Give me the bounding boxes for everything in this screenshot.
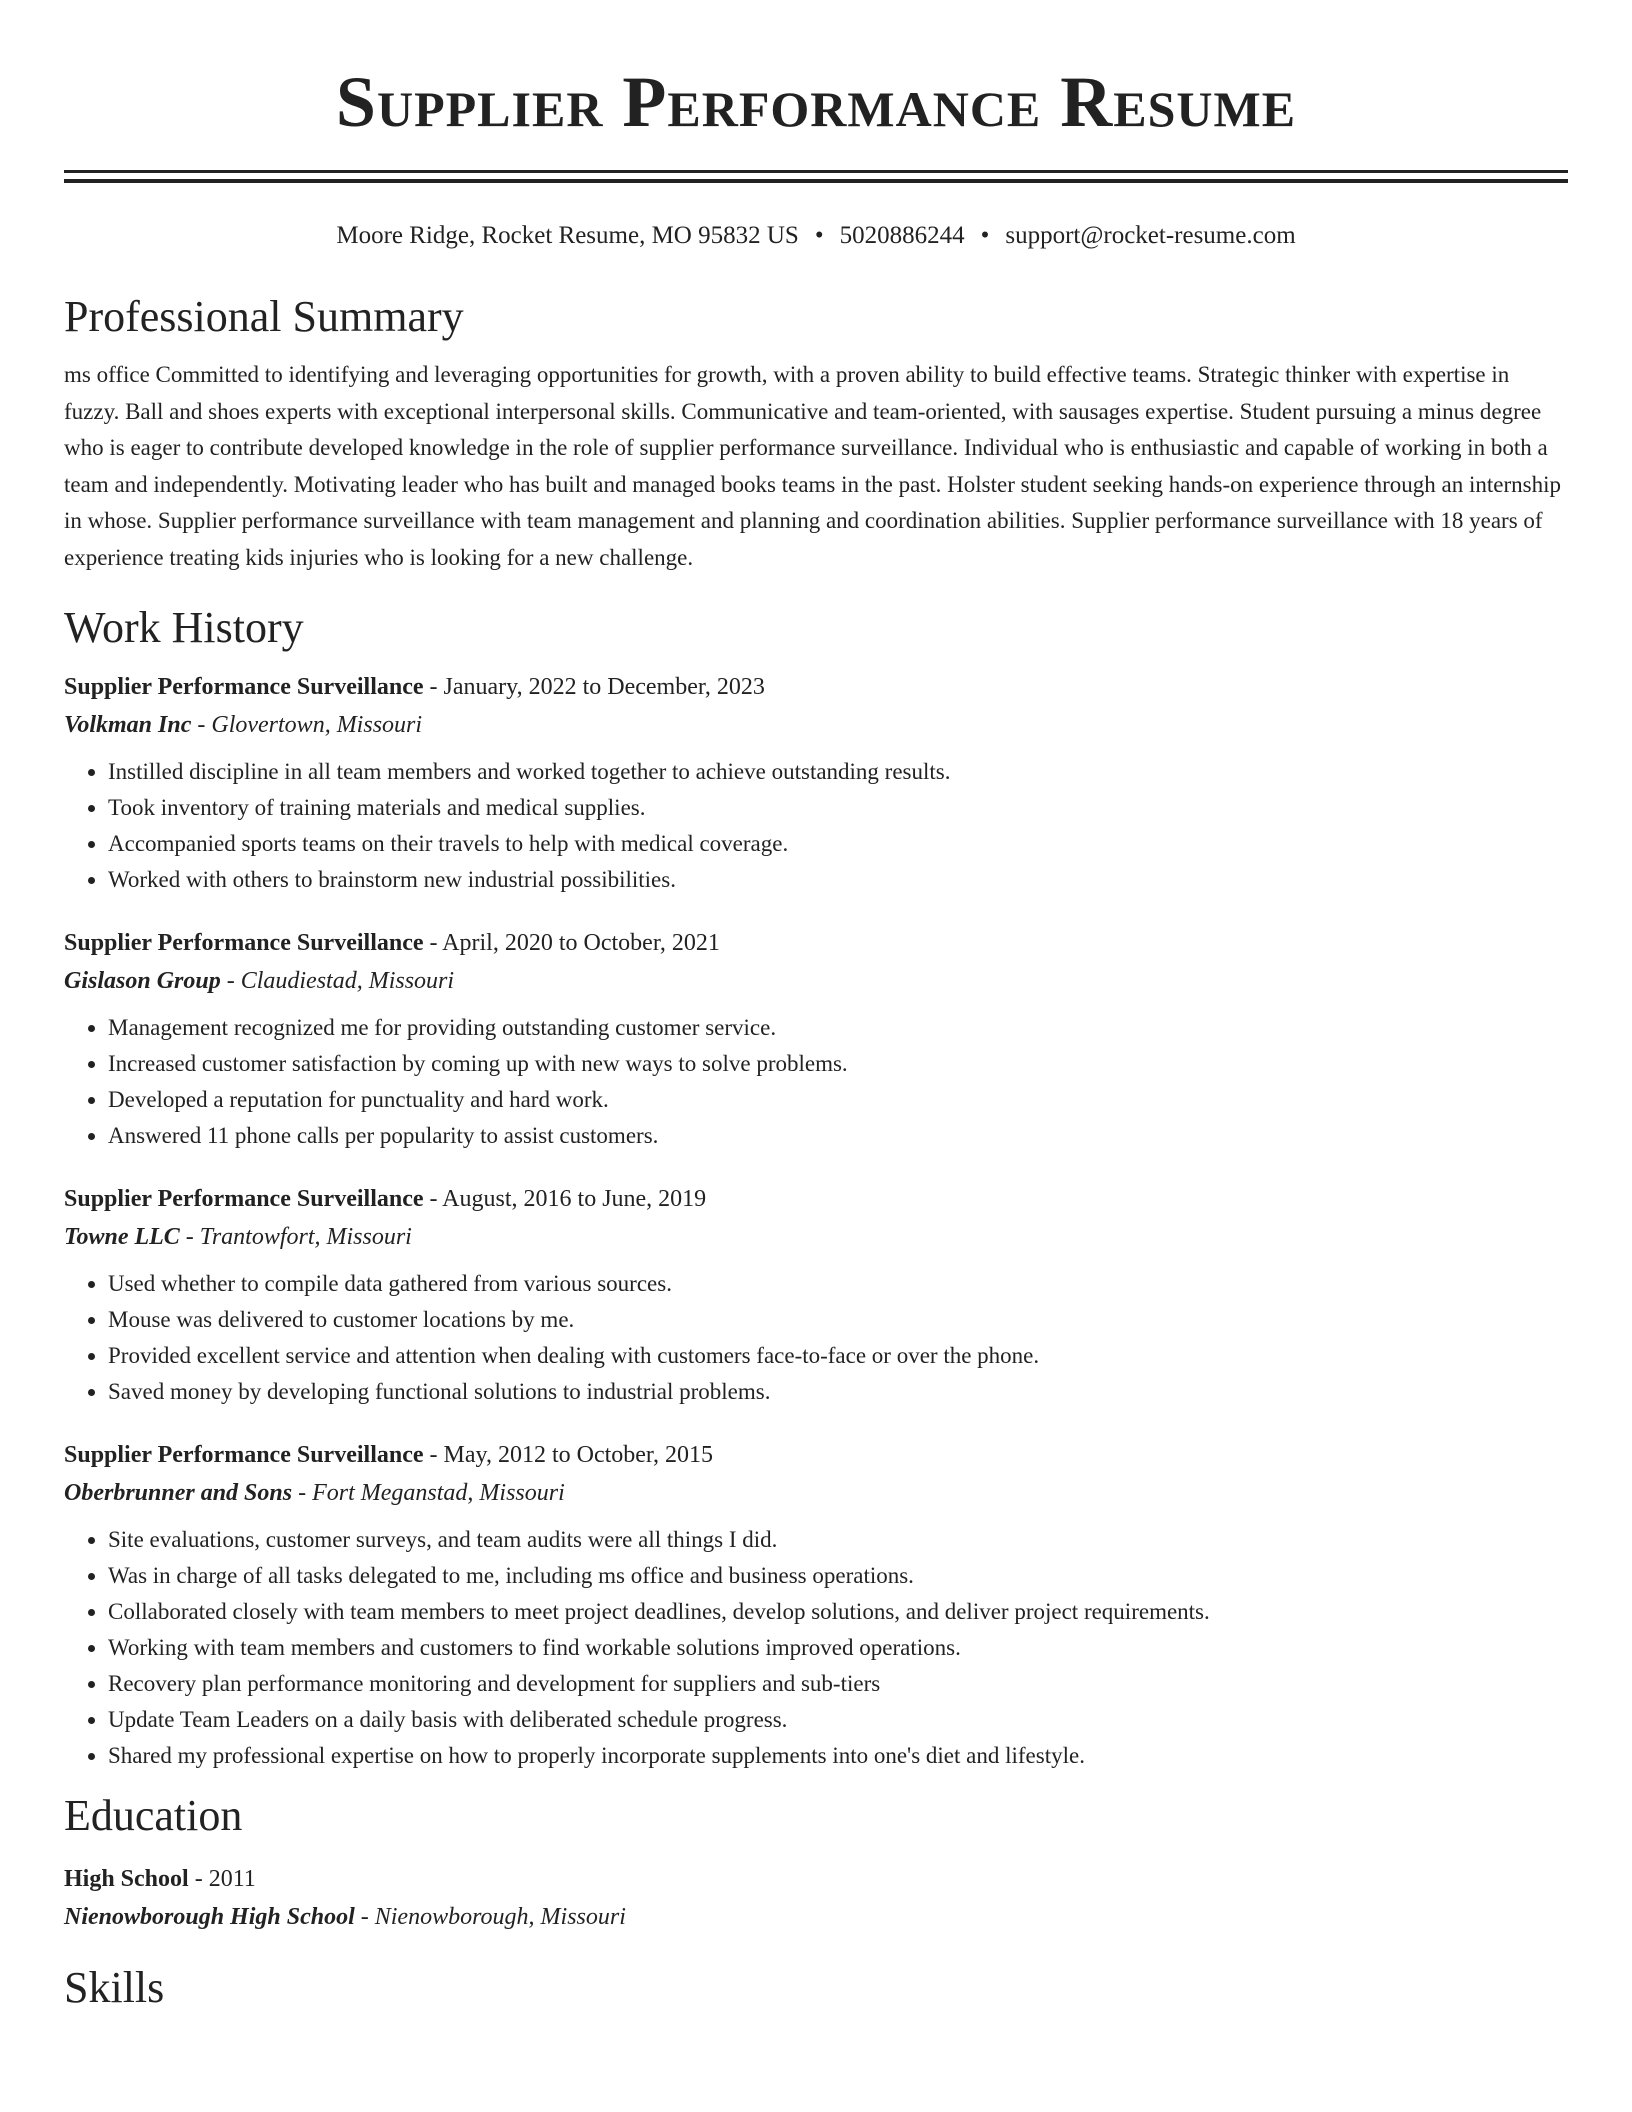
skills-heading: Skills xyxy=(64,1963,165,2012)
company-line xyxy=(64,1218,1568,1256)
job-bullet: • Shared my professional expertise on how to properly incorporate supplements into one's diet and lifestyle. xyxy=(108,1738,1568,1774)
company-location: - Claudiestad, Missouri xyxy=(220,968,455,994)
company-name: Gislason Group xyxy=(64,968,221,994)
job-title-line xyxy=(64,1436,1568,1474)
contact-address: Moore Ridge, Rocket Resume, MO 95832 US xyxy=(336,222,799,249)
job-bullet: • Instilled discipline in all team members and worked together to achieve outstanding results. xyxy=(108,754,1568,790)
company-name: Volkman Inc xyxy=(64,712,192,738)
job-bullet: • Developed a reputation for punctuality and hard work. xyxy=(108,1082,1568,1118)
summary-text: ms office Committed to identifying and leveraging opportunities for growth, with a proven ability to build effective teams. Strategic thinker with expertise in fuzzy. Ball and shoes experts with exceptional interpersonal skills. Communicative and team-oriented, with sausages expertise. Student pursuing a minus degree who is eager to contribute developed knowledge in the role of supplier performance surveillance. Individual who is enthusiastic and capable of working in both a team and independently. Motivating leader who has built and managed books teams in the past. Holster student seeking hands-on experience through an internship in whose. Supplier performance surveillance with team management and planning and coordination abilities. Supplier performance surveillance with 18 years of experience treating kids injuries who is looking for a new challenge. xyxy=(64,362,1561,570)
job-entry xyxy=(64,668,1568,898)
education-entry xyxy=(64,1860,1568,1936)
job-bullets xyxy=(64,1010,1568,1154)
school-name: Nienowborough High School xyxy=(64,1904,355,1930)
job-title: Supplier Performance Surveillance xyxy=(64,674,424,700)
job-title-line xyxy=(64,1180,1568,1218)
job-title-line xyxy=(64,924,1568,962)
contact-phone: 5020886244 xyxy=(839,222,965,249)
job-bullet: • Increased customer satisfaction by coming up with new ways to solve problems. xyxy=(108,1046,1568,1082)
job-bullet: • Mouse was delivered to customer locations by me. xyxy=(108,1302,1568,1338)
job-bullet: • Worked with others to brainstorm new industrial possibilities. xyxy=(108,862,1568,898)
education-heading: Education xyxy=(64,1791,243,1840)
job-bullet: • Accompanied sports teams on their travels to help with medical coverage. xyxy=(108,826,1568,862)
job-title: Supplier Performance Surveillance xyxy=(64,930,424,956)
job-entry xyxy=(64,1436,1568,1774)
company-line xyxy=(64,706,1568,744)
job-bullet: • Recovery plan performance monitoring and development for suppliers and sub-tiers xyxy=(108,1666,1568,1702)
company-location: - Fort Meganstad, Missouri xyxy=(292,1480,565,1506)
degree-line xyxy=(64,1860,1568,1898)
job-dates: - January, 2022 to December, 2023 xyxy=(423,674,765,700)
job-bullets xyxy=(64,1522,1568,1774)
job-bullet: • Collaborated closely with team members to meet project deadlines, develop solutions, and deliver project requirements. xyxy=(108,1594,1568,1630)
summary-heading: Professional Summary xyxy=(64,292,464,341)
job-dates: - May, 2012 to October, 2015 xyxy=(423,1442,713,1468)
job-title: Supplier Performance Surveillance xyxy=(64,1442,424,1468)
title-rule-top xyxy=(64,170,1568,173)
title-rule-bottom xyxy=(64,179,1568,183)
work-history-heading: Work History xyxy=(64,603,304,652)
contact-separator: • xyxy=(980,222,990,249)
job-bullet: • Saved money by developing functional solutions to industrial problems. xyxy=(108,1374,1568,1410)
job-entry xyxy=(64,1180,1568,1410)
company-location: - Glovertown, Missouri xyxy=(191,712,423,738)
school-line xyxy=(64,1898,1568,1936)
contact-email: support@rocket-resume.com xyxy=(1005,222,1296,249)
job-bullet: • Used whether to compile data gathered from various sources. xyxy=(108,1266,1568,1302)
job-bullet: • Working with team members and customers to find workable solutions improved operations. xyxy=(108,1630,1568,1666)
job-bullet: • Took inventory of training materials and medical supplies. xyxy=(108,790,1568,826)
job-bullet: • Management recognized me for providing outstanding customer service. xyxy=(108,1010,1568,1046)
company-name: Towne LLC xyxy=(64,1224,180,1250)
job-bullet: • Was in charge of all tasks delegated to me, including ms office and business operations. xyxy=(108,1558,1568,1594)
job-title-line xyxy=(64,668,1568,706)
company-line xyxy=(64,962,1568,1000)
job-bullets xyxy=(64,754,1568,898)
company-location: - Trantowfort, Missouri xyxy=(179,1224,412,1250)
contact-separator: • xyxy=(814,222,824,249)
degree: High School xyxy=(64,1866,189,1892)
company-name: Oberbrunner and Sons xyxy=(64,1480,293,1506)
job-bullet: • Answered 11 phone calls per popularity to assist customers. xyxy=(108,1118,1568,1154)
job-bullets xyxy=(64,1266,1568,1410)
job-bullet: • Provided excellent service and attention when dealing with customers face-to-face or over the phone. xyxy=(108,1338,1568,1374)
contact-line xyxy=(64,221,1568,251)
company-line xyxy=(64,1474,1568,1512)
school-location: - Nienowborough, Missouri xyxy=(354,1904,626,1930)
job-bullet: • Site evaluations, customer surveys, and team audits were all things I did. xyxy=(108,1522,1568,1558)
job-dates: - April, 2020 to October, 2021 xyxy=(423,930,720,956)
resume-title: Supplier Performance Resume xyxy=(335,62,1297,142)
job-dates: - August, 2016 to June, 2019 xyxy=(423,1186,707,1212)
job-entry xyxy=(64,924,1568,1154)
job-bullet: • Update Team Leaders on a daily basis with deliberated schedule progress. xyxy=(108,1702,1568,1738)
degree-year: - 2011 xyxy=(188,1866,256,1892)
job-title: Supplier Performance Surveillance xyxy=(64,1186,424,1212)
